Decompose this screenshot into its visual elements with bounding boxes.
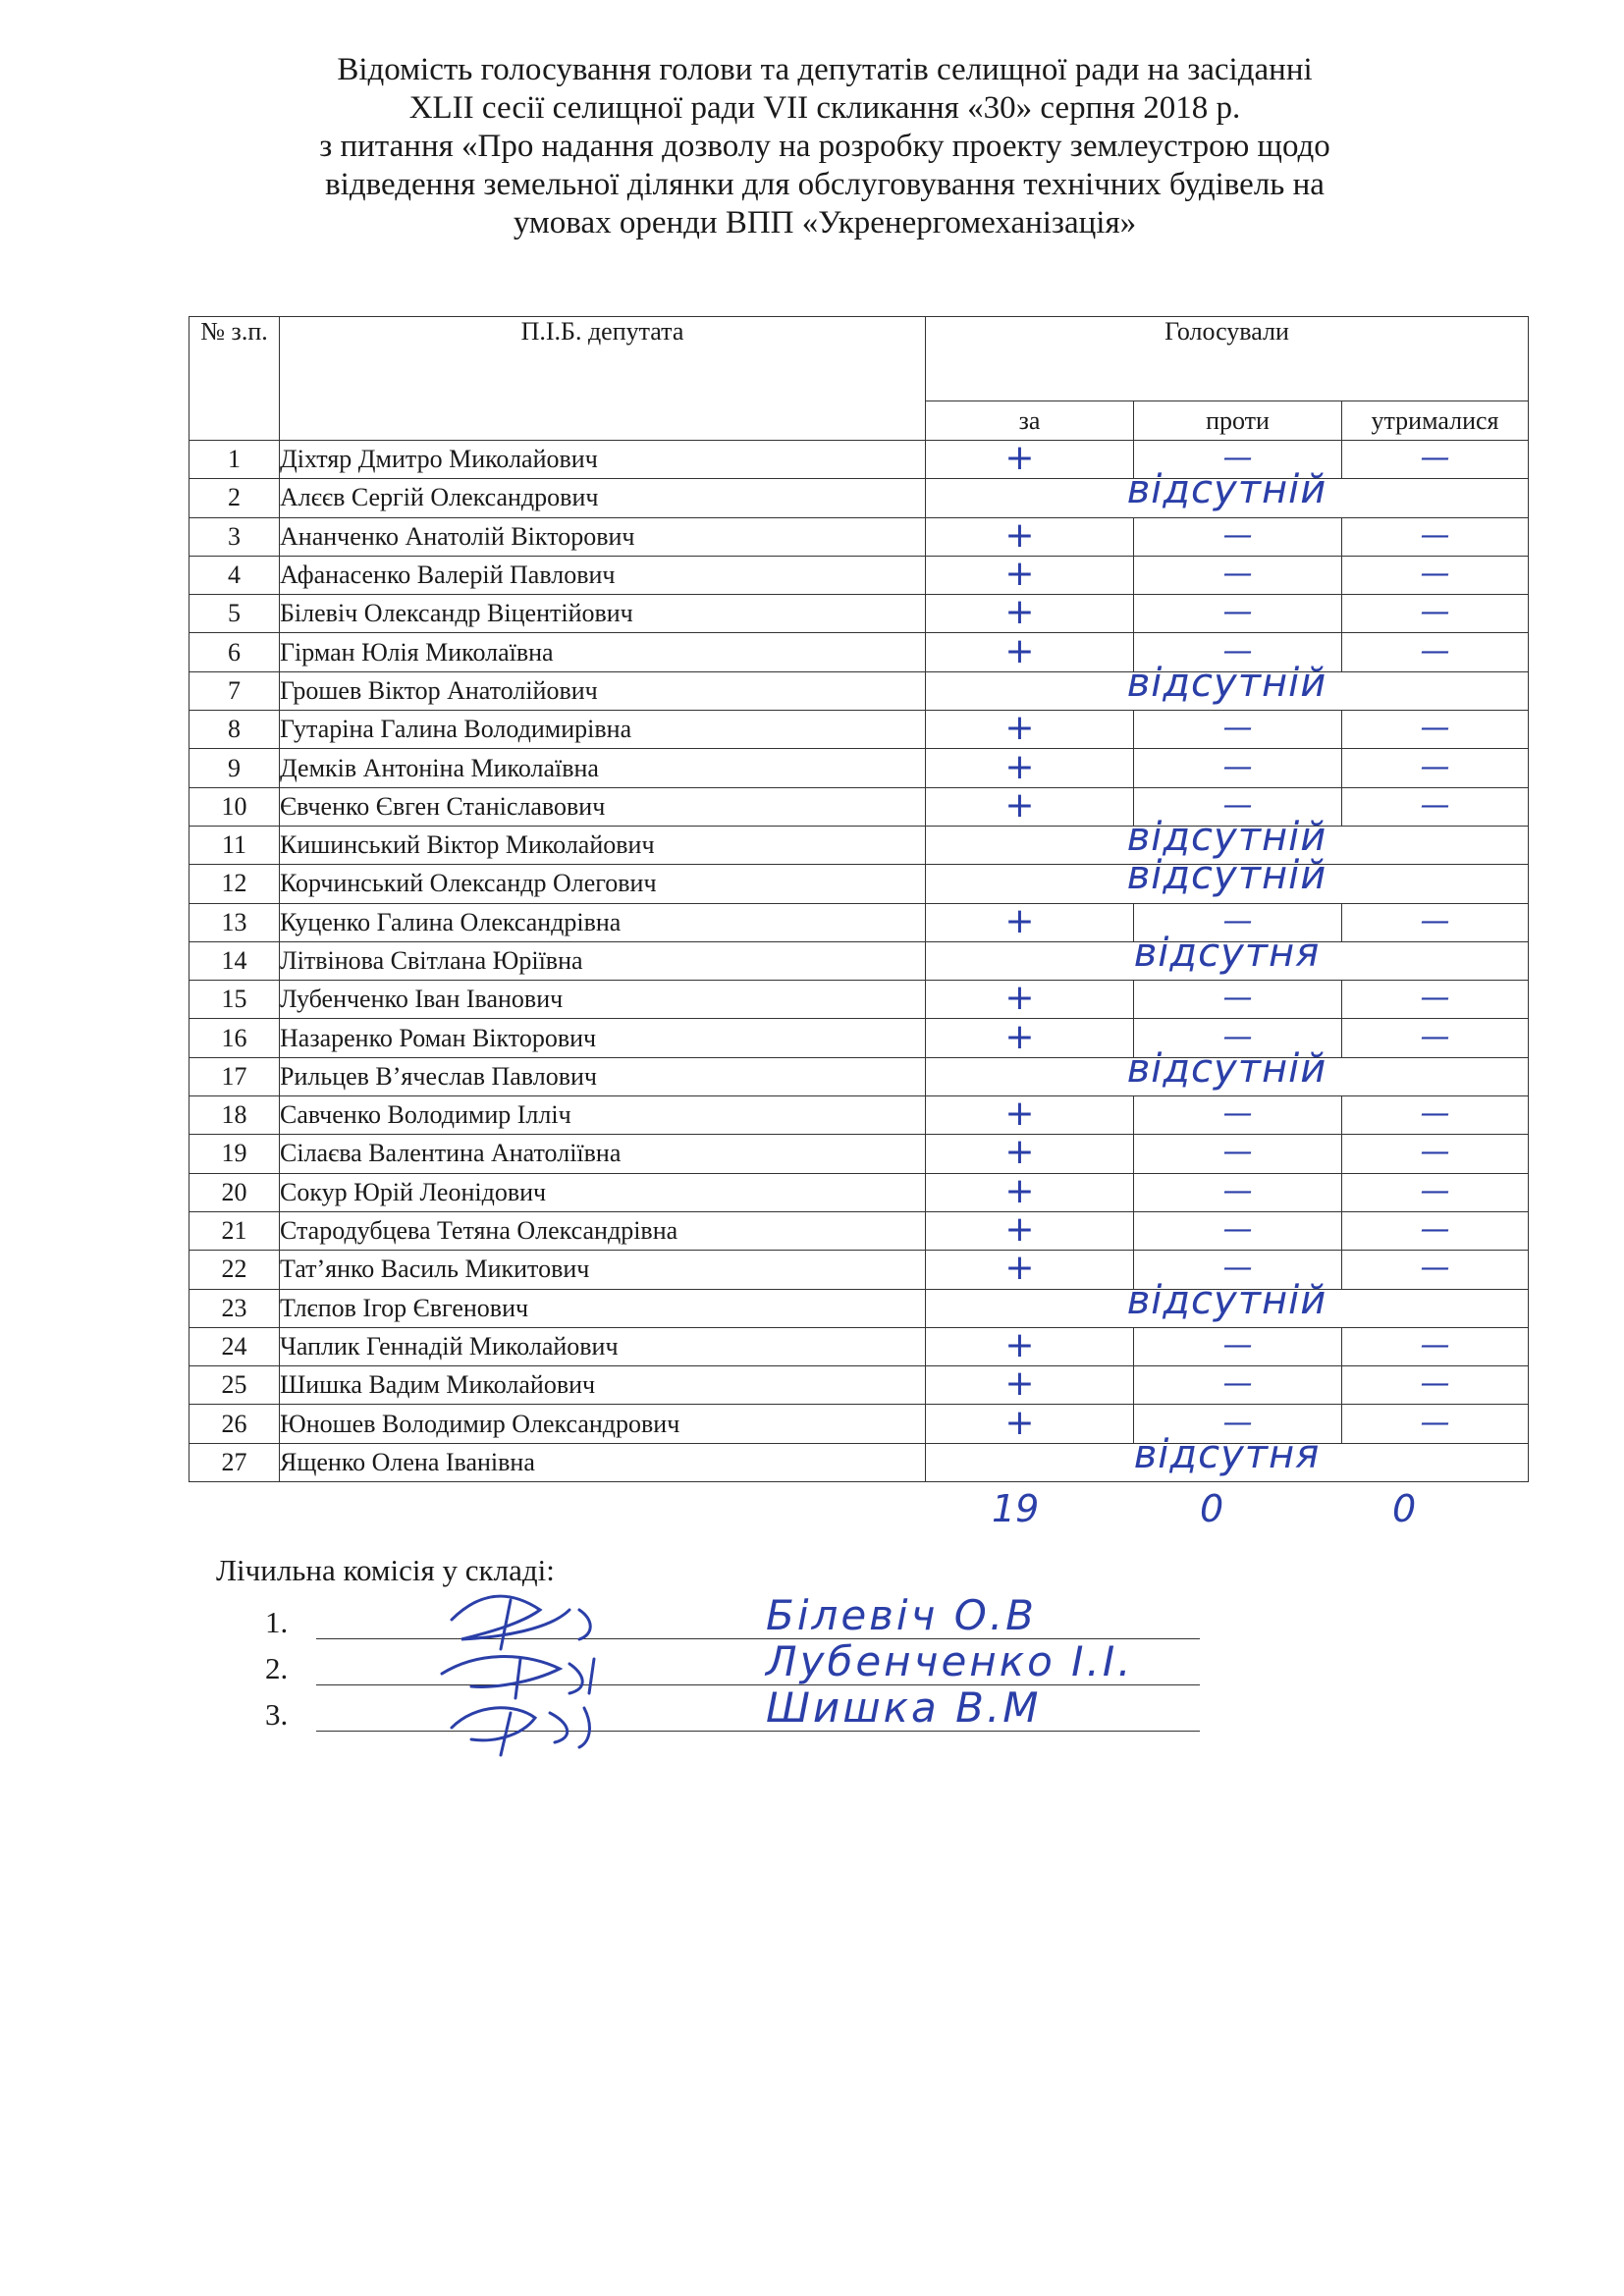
row-number: 2	[189, 479, 280, 517]
deputy-name: Демків Антоніна Миколаївна	[280, 749, 926, 787]
vote-for-mark: +	[1004, 1132, 1035, 1173]
vote-abstain-mark: —	[1420, 595, 1450, 630]
deputy-name: Гутаріна Галина Володимирівна	[280, 711, 926, 749]
vote-for-mark: +	[1004, 1324, 1035, 1365]
vote-against-mark: —	[1222, 1212, 1253, 1248]
vote-for-mark: +	[1004, 1209, 1035, 1251]
row-number: 13	[189, 903, 280, 941]
deputy-name: Стародубцева Тетяна Олександрівна	[280, 1211, 926, 1250]
table-row	[189, 711, 1529, 749]
row-number: 1	[189, 441, 280, 479]
vote-against-mark: —	[1222, 1327, 1253, 1362]
table-row	[189, 981, 1529, 1019]
handwritten-signatures	[422, 1580, 697, 1757]
header-against: проти	[1134, 401, 1342, 441]
vote-abstain-mark: —	[1420, 517, 1450, 553]
absent-cell	[926, 930, 1529, 980]
member-number: 1.	[265, 1605, 289, 1639]
table-row	[189, 1289, 1529, 1327]
row-number: 27	[189, 1443, 280, 1481]
deputy-name: Афанасенко Валерій Павлович	[280, 556, 926, 594]
absent-mark: відсутня	[1133, 1431, 1321, 1477]
member-number: 3.	[265, 1697, 289, 1732]
vote-cell-for	[926, 978, 1134, 1019]
table-row	[189, 517, 1529, 556]
deputy-name: Літвінова Світлана Юріївна	[280, 941, 926, 980]
vote-against-mark: —	[1222, 1096, 1253, 1132]
row-number: 5	[189, 595, 280, 633]
commission-title: Лічильна комісія у складі:	[216, 1553, 555, 1587]
vote-abstain-mark: —	[1420, 1251, 1450, 1286]
table-row	[189, 865, 1529, 903]
vote-for-mark: +	[1004, 438, 1035, 479]
commission-member-3	[265, 1683, 1208, 1735]
deputy-name: Сілаєва Валентина Анатоліївна	[280, 1135, 926, 1173]
row-number: 8	[189, 711, 280, 749]
vote-for-mark: +	[1004, 1016, 1035, 1057]
vote-cell-against	[1134, 1096, 1342, 1135]
absent-mark: відсутній	[1126, 853, 1327, 899]
table-row	[189, 1057, 1529, 1095]
deputy-name: Євченко Євген Станіславович	[280, 787, 926, 826]
deputy-name: Сокур Юрій Леонідович	[280, 1173, 926, 1211]
row-number: 11	[189, 826, 280, 864]
deputy-name: Тлєпов Ігор Євгенович	[280, 1289, 926, 1327]
vote-for-mark: +	[1004, 1248, 1035, 1289]
vote-abstain-mark: —	[1420, 1212, 1450, 1248]
vote-cell-against	[1134, 1327, 1342, 1365]
deputy-name: Корчинський Олександр Олегович	[280, 865, 926, 903]
member-name: Білевіч О.В	[766, 1591, 1037, 1639]
deputy-name: Юношев Володимир Олександрович	[280, 1405, 926, 1443]
vote-against-mark: —	[1222, 1019, 1253, 1054]
row-number: 24	[189, 1327, 280, 1365]
header-name: П.І.Б. депутата	[280, 317, 926, 441]
row-number: 17	[189, 1057, 280, 1095]
vote-cell-for	[926, 514, 1134, 556]
vote-abstain-mark: —	[1420, 787, 1450, 823]
member-number: 2.	[265, 1651, 289, 1685]
deputy-name: Грошев Віктор Анатолійович	[280, 671, 926, 710]
row-number: 9	[189, 749, 280, 787]
row-number: 12	[189, 865, 280, 903]
total-against: 0	[1200, 1487, 1224, 1530]
row-number: 14	[189, 941, 280, 980]
row-number: 19	[189, 1135, 280, 1173]
vote-cell-abstain	[1342, 556, 1529, 594]
vote-cell-for	[926, 1132, 1134, 1173]
vote-cell-against	[1134, 517, 1342, 556]
header-line-2: XLII сесії селищної ради VII скликання «30» серпня 2018 р.	[408, 90, 1241, 126]
deputy-name: Куценко Галина Олександрівна	[280, 903, 926, 941]
row-number: 22	[189, 1251, 280, 1289]
table-row	[189, 1211, 1529, 1250]
absent-cell	[926, 853, 1529, 903]
vote-for-mark: +	[1004, 1402, 1035, 1443]
absent-cell	[926, 1277, 1529, 1327]
row-number: 3	[189, 517, 280, 556]
table-row	[189, 1096, 1529, 1135]
vote-cell-against	[1134, 749, 1342, 787]
vote-cell-for	[926, 592, 1134, 633]
table-row	[189, 1135, 1529, 1173]
table-row	[189, 671, 1529, 710]
vote-cell-for	[926, 708, 1134, 749]
vote-abstain-mark: —	[1420, 981, 1450, 1016]
document-header	[177, 51, 1473, 242]
vote-cell-for	[926, 556, 1134, 594]
table-row	[189, 556, 1529, 594]
row-number: 4	[189, 556, 280, 594]
vote-against-mark: —	[1222, 1135, 1253, 1170]
header-number: № з.п.	[189, 317, 280, 441]
vote-abstain-mark: —	[1420, 441, 1450, 476]
absent-mark: відсутня	[1133, 930, 1321, 976]
deputy-name: Шишка Вадим Миколайович	[280, 1366, 926, 1405]
vote-cell-abstain	[1342, 1366, 1529, 1405]
vote-cell-abstain	[1342, 981, 1529, 1019]
total-abstain: 0	[1392, 1487, 1417, 1530]
vote-against-mark: —	[1222, 1251, 1253, 1286]
vote-against-mark: —	[1222, 595, 1253, 630]
vote-cell-against	[1134, 595, 1342, 633]
vote-cell-for	[926, 1096, 1134, 1135]
vote-for-mark: +	[1004, 592, 1035, 633]
vote-against-mark: —	[1222, 981, 1253, 1016]
vote-abstain-mark: —	[1420, 749, 1450, 784]
voting-table	[189, 316, 1529, 1482]
absent-mark: відсутній	[1126, 467, 1327, 513]
deputy-name: Назаренко Роман Вікторович	[280, 1019, 926, 1057]
absent-cell	[926, 467, 1529, 517]
commission-member-2	[265, 1637, 1208, 1688]
member-name: Шишка В.М	[766, 1683, 1042, 1732]
table-row	[189, 749, 1529, 787]
vote-for-mark: +	[1004, 746, 1035, 787]
vote-cell-for	[926, 1363, 1134, 1405]
absent-cell	[926, 660, 1529, 710]
vote-for-mark: +	[1004, 900, 1035, 941]
vote-abstain-mark: —	[1420, 1327, 1450, 1362]
row-number: 20	[189, 1173, 280, 1211]
signature-1	[452, 1596, 590, 1649]
header-voted: Голосували	[926, 317, 1529, 401]
vote-for-mark: +	[1004, 554, 1035, 595]
header-for: за	[926, 401, 1134, 441]
vote-for-mark: +	[1004, 630, 1035, 671]
row-number: 15	[189, 981, 280, 1019]
row-number: 26	[189, 1405, 280, 1443]
vote-cell-abstain	[1342, 749, 1529, 787]
header-line-5: умовах оренди ВПП «Укренергомеханізація»	[513, 205, 1137, 240]
row-number: 21	[189, 1211, 280, 1250]
vote-cell-against	[1134, 1211, 1342, 1250]
deputy-name: Гірман Юлія Миколаївна	[280, 633, 926, 671]
vote-cell-against	[1134, 711, 1342, 749]
deputy-name: Чаплик Геннадій Миколайович	[280, 1327, 926, 1365]
vote-cell-abstain	[1342, 711, 1529, 749]
vote-abstain-mark: —	[1420, 633, 1450, 668]
vote-against-mark: —	[1222, 903, 1253, 938]
vote-for-mark: +	[1004, 514, 1035, 556]
vote-for-mark: +	[1004, 978, 1035, 1019]
table-body	[189, 438, 1529, 1482]
deputy-name: Тат’янко Василь Микитович	[280, 1251, 926, 1289]
vote-against-mark: —	[1222, 1366, 1253, 1402]
row-number: 18	[189, 1096, 280, 1135]
vote-for-mark: +	[1004, 1170, 1035, 1211]
deputy-name: Ананченко Анатолій Вікторович	[280, 517, 926, 556]
header-line-4: відведення земельної ділянки для обслуговування технічних будівель на	[325, 167, 1325, 202]
vote-cell-for	[926, 1324, 1134, 1365]
vote-abstain-mark: —	[1420, 903, 1450, 938]
header-line-1: Відомість голосування голови та депутатів селищної ради на засіданні	[337, 52, 1313, 87]
row-number: 23	[189, 1289, 280, 1327]
deputy-name: Кишинський Віктор Миколайович	[280, 826, 926, 864]
table-row	[189, 1366, 1529, 1405]
absent-mark: відсутній	[1126, 1277, 1327, 1323]
deputy-name: Білевіч Олександр Віцентійович	[280, 595, 926, 633]
table-row	[189, 479, 1529, 517]
vote-for-mark: +	[1004, 1363, 1035, 1405]
row-number: 10	[189, 787, 280, 826]
signature-2	[442, 1657, 594, 1699]
vote-cell-abstain	[1342, 1096, 1529, 1135]
vote-cell-against	[1134, 981, 1342, 1019]
deputy-name: Діхтяр Дмитро Миколайович	[280, 441, 926, 479]
vote-cell-abstain	[1342, 517, 1529, 556]
vote-cell-abstain	[1342, 1173, 1529, 1211]
member-name: Лубенченко І.І.	[766, 1637, 1134, 1685]
vote-for-mark: +	[1004, 1094, 1035, 1135]
vote-for-mark: +	[1004, 784, 1035, 826]
vote-against-mark: —	[1222, 787, 1253, 823]
vote-against-mark: —	[1222, 711, 1253, 746]
vote-cell-for	[926, 746, 1134, 787]
deputy-name: Алєєв Сергій Олександрович	[280, 479, 926, 517]
row-number: 7	[189, 671, 280, 710]
vote-cell-against	[1134, 1366, 1342, 1405]
vote-cell-against	[1134, 1173, 1342, 1211]
absent-mark: відсутній	[1126, 660, 1327, 706]
signature-3	[452, 1708, 589, 1755]
table-row	[189, 1173, 1529, 1211]
vote-for-mark: +	[1004, 708, 1035, 749]
vote-abstain-mark: —	[1420, 711, 1450, 746]
deputy-name: Савченко Володимир Ілліч	[280, 1096, 926, 1135]
table-row	[189, 1443, 1529, 1481]
absent-mark: відсутній	[1126, 1045, 1327, 1092]
vote-against-mark: —	[1222, 557, 1253, 592]
vote-abstain-mark: —	[1420, 1405, 1450, 1440]
absent-cell	[926, 1431, 1529, 1481]
deputy-name: Ященко Олена Іванівна	[280, 1443, 926, 1481]
vote-cell-for	[926, 1170, 1134, 1211]
absent-mark: відсутній	[1126, 814, 1327, 860]
vote-against-mark: —	[1222, 517, 1253, 553]
vote-against-mark: —	[1222, 1405, 1253, 1440]
row-number: 25	[189, 1366, 280, 1405]
vote-cell-against	[1134, 1135, 1342, 1173]
vote-against-mark: —	[1222, 1173, 1253, 1208]
vote-against-mark: —	[1222, 749, 1253, 784]
vote-abstain-mark: —	[1420, 1366, 1450, 1402]
total-for: 19	[992, 1487, 1040, 1530]
vote-abstain-mark: —	[1420, 1019, 1450, 1054]
table-row	[189, 1327, 1529, 1365]
vote-cell-for	[926, 1211, 1134, 1250]
vote-abstain-mark: —	[1420, 1096, 1450, 1132]
vote-abstain-mark: —	[1420, 557, 1450, 592]
header-abstain: утрималися	[1342, 401, 1529, 441]
vote-cell-abstain	[1342, 595, 1529, 633]
vote-against-mark: —	[1222, 633, 1253, 668]
table-row	[189, 595, 1529, 633]
deputy-name: Лубенченко Іван Іванович	[280, 981, 926, 1019]
vote-abstain-mark: —	[1420, 1173, 1450, 1208]
deputy-name: Рильцев В’ячеслав Павлович	[280, 1057, 926, 1095]
vote-against-mark: —	[1222, 441, 1253, 476]
vote-cell-abstain	[1342, 1327, 1529, 1365]
table-row	[189, 941, 1529, 980]
vote-cell-abstain	[1342, 1135, 1529, 1173]
row-number: 6	[189, 633, 280, 671]
vote-cell-abstain	[1342, 1211, 1529, 1250]
vote-abstain-mark: —	[1420, 1135, 1450, 1170]
header-line-3: з питання «Про надання дозволу на розробку проекту землеустрою щодо	[319, 129, 1330, 164]
row-number: 16	[189, 1019, 280, 1057]
absent-cell	[926, 1045, 1529, 1095]
vote-cell-against	[1134, 556, 1342, 594]
